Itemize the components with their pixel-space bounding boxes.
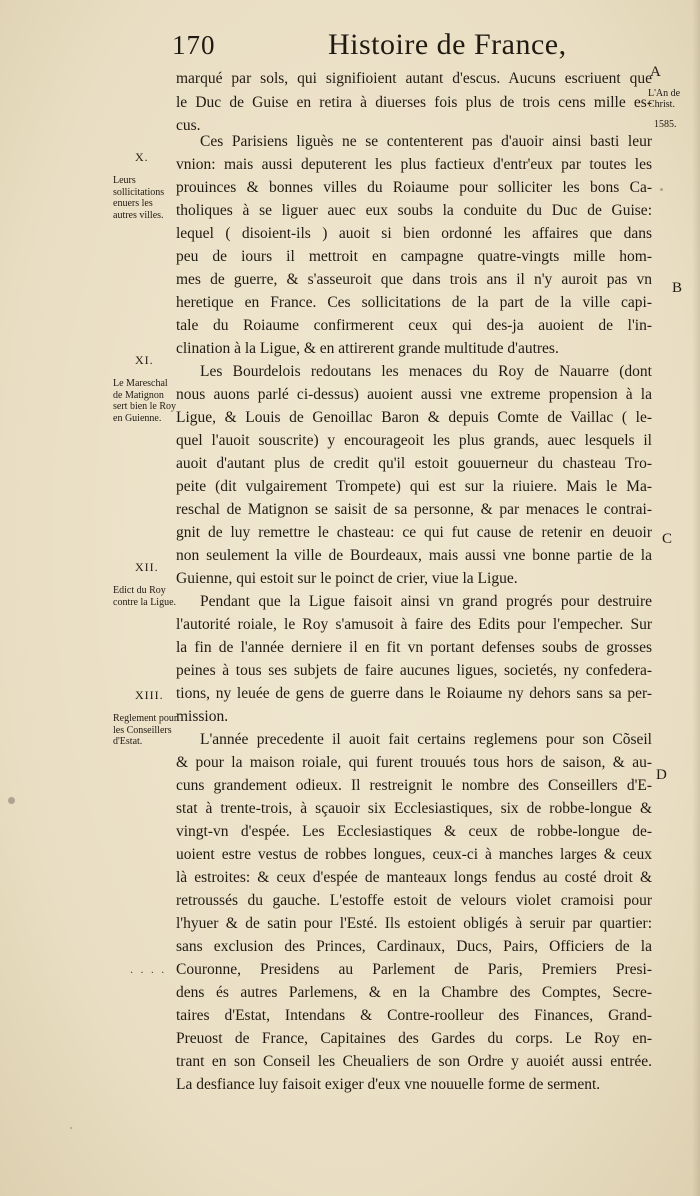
running-title: Histoire de France, [328,28,567,61]
section-marker-a: A [650,64,661,80]
body-line: auoit d'autant plus de credit qu'il estoit gouuerneur du chasteau Tro- [176,455,652,472]
body-line: marqué par sols, qui signifioient autant d'escus. Aucuns escriuent que [176,70,652,87]
body-line: uoient estre vestus de robbes longues, ceux-ci à manches larges & ceux [176,846,652,863]
section-marker-d: D [656,767,667,783]
body-line: clination à la Ligue, & en attirerent grande multitude d'autres. [176,340,559,357]
body-line: L'année precedente il auoit fait certains reglemens pour son Cõseil [200,731,652,748]
body-line: l'autorité roiale, le Roy s'amusoit à faire des Edits pour l'empecher. Sur [176,616,652,633]
body-line: retroussés du gauche. L'estoffe estoit de velours violet cramoisi pour [176,892,652,909]
body-line: gnit de luy remettre le chasteau: ce qui fut cause de retenir en deuoir [176,524,652,541]
body-line: taires d'Estat, Intendans & Contre-roolleur des Finances, Grand- [176,1007,652,1024]
body-line: sans exclusion des Princes, Cardinaux, Ducs, Pairs, Officiers de la [176,938,652,955]
body-line: peu de iours il mettroit en campagne quatre-vingts mille hom- [176,248,652,265]
body-line: tholiques à se liguer auec eux soubs la conduite du Duc de Guise: [176,202,652,219]
body-line: trant en son Conseil les Cheualiers de son Ordre y auoiét aussi entrée. [176,1053,652,1070]
margin-note-text: Leurs sollicitations enuers les autres villes. [113,175,165,221]
margin-note-number: X. [135,149,149,164]
body-line: peite (dit vulgairement Trompete) qui est sur la riuiere. Mais le Ma- [176,478,652,495]
body-line: & pour la maison roiale, qui furent trouués tous hors de saison, & au- [176,754,652,771]
body-line: lequel ( disoient-ils ) auoit si bien ordonné les affaires que dans [176,225,652,242]
body-line: mes de guerre, & s'asseuroit que dans trois ans il n'y auroit pas vn [176,271,652,288]
paper-speck [660,188,663,191]
body-line: l'hyuer & de satin pour l'Esté. Ils estoient obligés à seruir par quartier: [176,915,652,932]
body-line: Les Bourdelois redoutans les menaces du Roy de Nauarre (dont [200,363,652,380]
body-line: la fin de l'année derniere il en fit vn portant defenses soubs de grosses [176,639,652,656]
page-number: 170 [172,30,216,60]
body-line: nous auons parlé ci-dessus) auoient aussi vne extreme propension à la [176,386,652,403]
body-line: reschal de Matignon se saisit de sa personne, & par menaces le contrai- [176,501,652,518]
margin-note-number: XII. [135,559,159,574]
page-edge-shadow [692,0,700,1196]
margin-dots: . . . . [130,965,167,976]
body-line: cus. [176,117,201,134]
body-line: La desfiance luy faisoit exiger d'eux vne nouuelle forme de serment. [176,1076,601,1093]
body-line: stat à trente-trois, à sçauoir six Ecclesiastiques, six de robbe-longue & [176,800,652,817]
section-marker-b: B [672,280,683,296]
body-line: prouinces & bonnes villes du Roiaume pour solliciter les bons Ca- [176,179,652,196]
body-line: vingt-vn d'espée. Les Ecclesiastiques & ceux de robbe-longue de- [176,823,652,840]
body-line: le Duc de Guise en retira à diuerses fois plus de trois cens mille es- [176,94,652,111]
year-margin-note [648,88,696,130]
margin-note-text: Le Mareschal de Matignon sert bien le Roy en Guienne. [113,378,177,424]
year-note-year: 1585. [654,119,677,130]
body-line: Ces Parisiens liguès ne se contenterent pas d'auoir ainsi basti leur [200,133,652,150]
margin-note-11 [113,341,179,424]
paper-speck [70,1127,72,1129]
body-line: peines à tous ses subjets de faire aucunes ligues, societés, ny confedera- [176,662,652,679]
body-line: Preuost de France, Capitaines des Gardes du corps. Le Roy en- [176,1030,652,1047]
body-line: Ligue, & Louis de Genoillac Baron & depuis Comte de Vaillac ( le- [176,409,652,426]
body-line: tions, ny leuée de gens de guerre dans le Roiaume ny dehors sans sa per- [176,685,652,702]
margin-note-12 [113,548,179,608]
body-line: tale du Roiaume confirmerent ceux qui des-ja auoient de l'in- [176,317,652,334]
margin-note-number: XIII. [135,687,164,702]
paper-speck [8,797,15,804]
body-line: mission. [176,708,229,725]
margin-note-text: Reglement pour les Conseillers d'Estat. [113,713,178,747]
body-line: Couronne, Presidens au Parlement de Paris, Premiers Presi- [176,961,652,978]
body-line: dens és autres Parlemens, & en la Chambre des Comptes, Secre- [176,984,652,1001]
margin-note-text: Edict du Roy contre la Ligue. [113,585,177,608]
margin-note-10 [113,138,179,221]
body-line: là estroites: & ceux d'espée de manteaux longs fendus au costé droit & [176,869,652,886]
section-marker-c: C [662,531,673,547]
body-line: non seulement la ville de Bourdeaux, mais aussi vne bonne partie de la [176,547,652,564]
body-line: Pendant que la Ligue faisoit ainsi vn grand progrés pour destruire [200,593,652,610]
margin-note-13 [113,676,179,748]
body-line: quel l'auoit souscrite) y encourageoit les plus grands, auec lesquels il [176,432,652,449]
body-line: cuns grandement odieux. Il restreignit le nombre des Conseillers d'E- [176,777,652,794]
body-line: Guienne, qui estoit sur le poinct de crier, viue la Ligue. [176,570,518,587]
year-note-label: L'An de Christ. [648,88,681,110]
body-line: vnion: mais aussi deputerent les plus factieux d'entr'eux par toutes les [176,156,652,173]
body-line: heretique en France. Ces sollicitations de la part de la ville capi- [176,294,652,311]
margin-note-number: XI. [135,352,154,367]
